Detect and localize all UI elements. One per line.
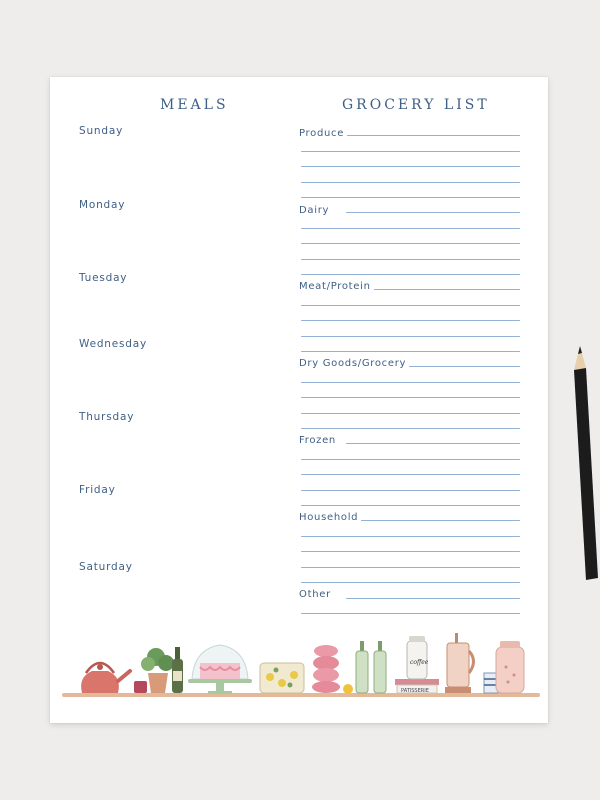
write-line [301, 228, 520, 229]
write-line [301, 382, 520, 383]
bottle-icon [172, 647, 183, 693]
category-frozen: Frozen [299, 435, 339, 446]
day-wednesday: Wednesday [79, 338, 147, 350]
write-line [301, 197, 520, 198]
tin-icon [260, 663, 304, 693]
towel-stack-icon [312, 645, 340, 693]
write-line [301, 151, 520, 152]
write-line [301, 351, 520, 352]
canister-icon [496, 641, 524, 693]
day-sunday: Sunday [79, 125, 124, 137]
write-line [301, 490, 520, 491]
write-line [301, 166, 520, 167]
write-line [301, 567, 520, 568]
write-line [301, 182, 520, 183]
write-line [301, 459, 520, 460]
write-line [301, 243, 520, 244]
write-line [301, 582, 520, 583]
write-line [346, 212, 520, 213]
write-line [301, 320, 520, 321]
french-press-icon [445, 633, 474, 693]
coffee-canister-icon [395, 636, 439, 694]
grocery-list-heading: GROCERY LIST [342, 97, 490, 113]
category-meat-protein: Meat/Protein [299, 281, 374, 292]
write-line [301, 259, 520, 260]
write-line [301, 305, 520, 306]
write-line [346, 520, 520, 521]
write-line [301, 397, 520, 398]
day-monday: Monday [79, 199, 126, 211]
pencil-icon [568, 340, 598, 580]
meals-heading: MEALS [160, 97, 229, 113]
category-household: Household [299, 512, 361, 523]
write-line [301, 474, 520, 475]
meal-planner-notepad [50, 77, 548, 723]
write-line [301, 505, 520, 506]
svg-text:PATISSERIE: PATISSERIE [401, 688, 429, 694]
write-line [301, 536, 520, 537]
write-line [301, 274, 520, 275]
write-line [301, 613, 520, 614]
category-dairy: Dairy [299, 205, 332, 216]
glass-bottles-icon [356, 641, 386, 693]
wooden-shelf [62, 693, 540, 697]
lemon-icon [343, 684, 353, 694]
write-line [301, 428, 520, 429]
day-tuesday: Tuesday [79, 272, 128, 284]
write-line [301, 336, 520, 337]
category-other: Other [299, 589, 334, 600]
day-thursday: Thursday [79, 411, 135, 423]
write-line [301, 413, 520, 414]
jam-jar-icon [134, 681, 147, 693]
category-dry-goods: Dry Goods/Grocery [299, 358, 409, 369]
write-line [346, 443, 520, 444]
day-saturday: Saturday [79, 561, 133, 573]
svg-text:coffee: coffee [410, 659, 429, 666]
category-produce: Produce [299, 128, 347, 139]
cake-stand-icon [188, 645, 252, 694]
kitchen-shelf-illustration [50, 627, 548, 723]
write-line [346, 598, 520, 599]
tea-kettle-icon [81, 663, 130, 693]
write-line [346, 135, 520, 136]
write-line [301, 551, 520, 552]
day-friday: Friday [79, 484, 116, 496]
